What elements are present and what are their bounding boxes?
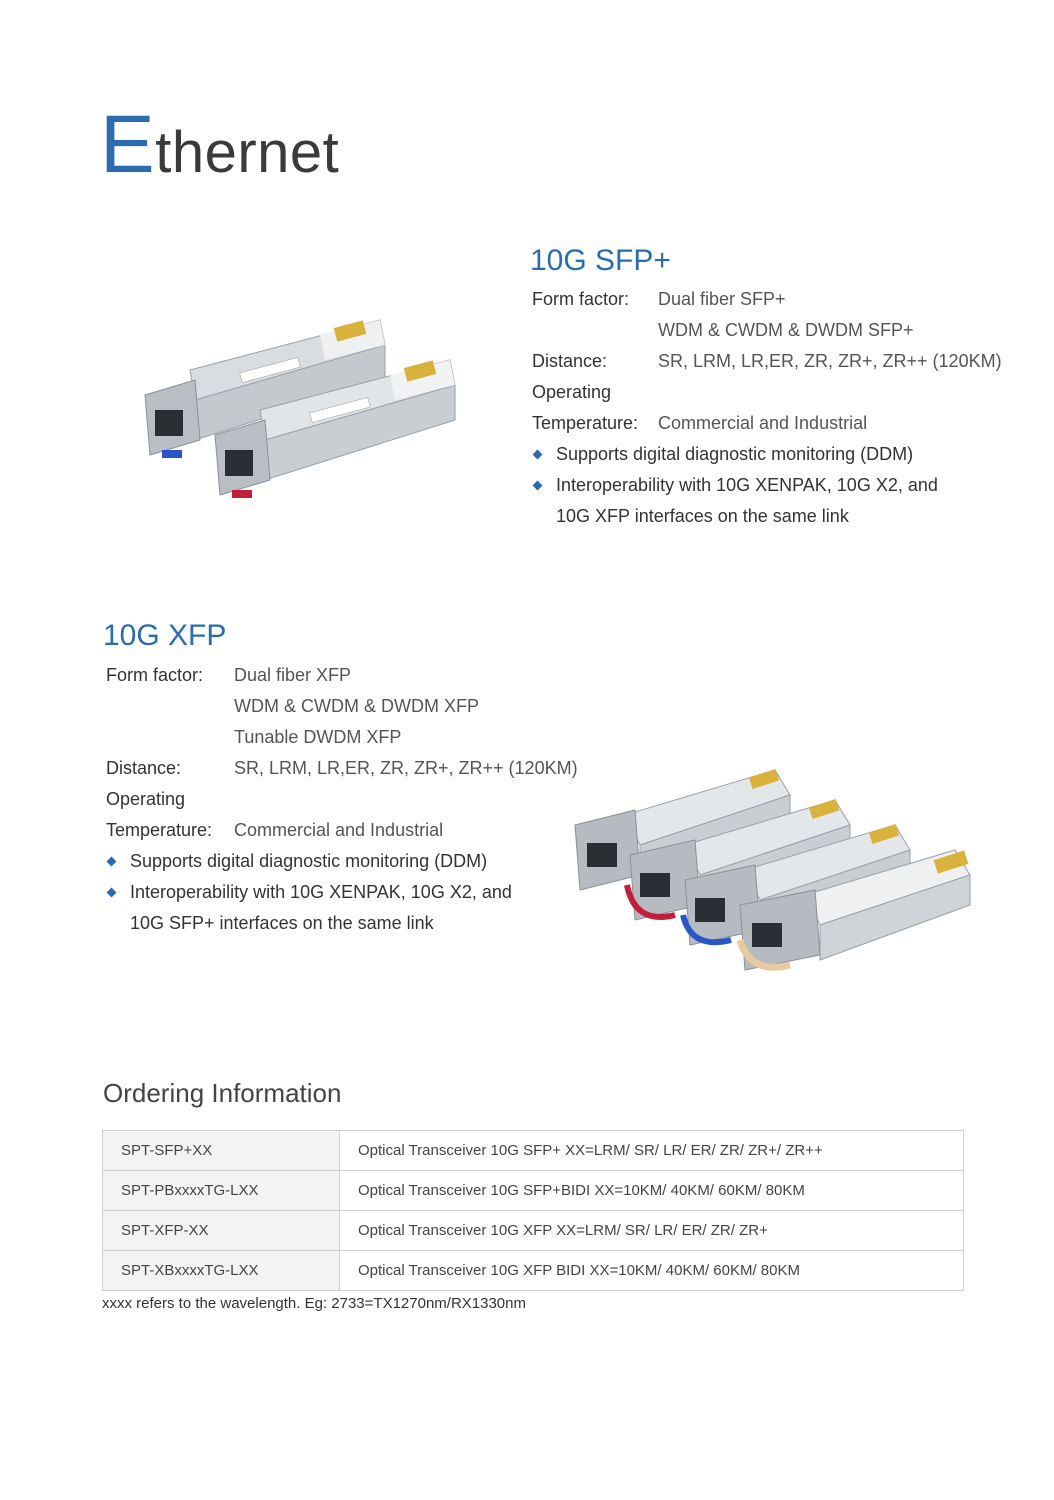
xfp-operating-label: Operating (106, 789, 186, 809)
ordering-note: xxxx refers to the wavelength. Eg: 2733=TX1270nm/RX1330nm (102, 1295, 526, 1312)
xfp-form-factor-value-1: Dual fiber XFP (234, 665, 352, 685)
xfp-bullet-1: Supports digital diagnostic monitoring (DDM) (106, 846, 556, 877)
xfp-bullet-2: Interoperability with 10G XENPAK, 10G X2, and (106, 877, 556, 908)
sfp-form-factor-value-2: WDM & CWDM & DWDM SFP+ (658, 320, 914, 340)
xfp-bullet-2-cont: 10G SFP+ interfaces on the same link (130, 913, 434, 933)
sfp-temperature-value: Commercial and Industrial (658, 413, 868, 433)
diamond-bullet-icon (107, 888, 117, 898)
xfp-transceiver-icon (565, 765, 985, 985)
sfp-form-factor-value-1: Dual fiber SFP+ (658, 289, 786, 309)
ordering-heading: Ordering Information (103, 1078, 342, 1108)
table-row (103, 1131, 964, 1171)
diamond-bullet-icon (107, 857, 117, 867)
xfp-temperature-value: Commercial and Industrial (234, 820, 444, 840)
diamond-bullet-icon (533, 481, 543, 491)
sfp-bullet-2-cont: 10G XFP interfaces on the same link (556, 506, 849, 526)
ordering-table (102, 1130, 964, 1291)
xfp-form-factor-row-2 (106, 691, 556, 722)
part-number: SPT-SFP+XX (103, 1131, 340, 1171)
part-description: Optical Transceiver 10G XFP XX=LRM/ SR/ LR/ ER/ ZR/ ZR+ (340, 1211, 964, 1251)
sfp-heading: 10G SFP+ (530, 244, 671, 277)
xfp-distance-label: Distance: (106, 758, 182, 778)
part-number: SPT-XFP-XX (103, 1211, 340, 1251)
sfp-distance-row (532, 346, 1002, 377)
sfp-distance-label: Distance: (532, 351, 608, 371)
table-row (103, 1251, 964, 1291)
table-row (103, 1211, 964, 1251)
part-number: SPT-PBxxxxTG-LXX (103, 1171, 340, 1211)
sfp-form-factor-label: Form factor: (532, 289, 630, 309)
sfp-distance-value: SR, LRM, LR,ER, ZR, ZR+, ZR++ (120KM) (658, 351, 1002, 371)
part-description: Optical Transceiver 10G SFP+BIDI XX=10KM/ 40KM/ 60KM/ 80KM (340, 1171, 964, 1211)
page-title (100, 99, 340, 190)
sfp-transceiver-icon (130, 300, 470, 530)
xfp-operating-row (106, 784, 556, 815)
part-description: Optical Transceiver 10G XFP BIDI XX=10KM/ 40KM/ 60KM/ 80KM (340, 1251, 964, 1291)
part-number: SPT-XBxxxxTG-LXX (103, 1251, 340, 1291)
diamond-bullet-icon (533, 450, 543, 460)
sfp-operating-label: Operating (532, 382, 612, 402)
sfp-bullet-1: Supports digital diagnostic monitoring (DDM) (532, 439, 992, 470)
xfp-distance-value: SR, LRM, LR,ER, ZR, ZR+, ZR++ (120KM) (234, 758, 578, 778)
xfp-form-factor-row (106, 660, 556, 691)
xfp-temperature-label: Temperature: (106, 820, 213, 840)
sfp-temperature-row (532, 408, 992, 439)
sfp-bullet-2: Interoperability with 10G XENPAK, 10G X2, and (532, 470, 992, 501)
sfp-form-factor-row-2 (532, 315, 992, 346)
sfp-temperature-label: Temperature: (532, 413, 639, 433)
xfp-form-factor-row-3 (106, 722, 556, 753)
sfp-operating-row (532, 377, 992, 408)
sfp-form-factor-row (532, 284, 992, 315)
table-row (103, 1171, 964, 1211)
page-title-initial: E (100, 99, 156, 190)
sfp-specs (532, 284, 1002, 532)
xfp-temperature-row (106, 815, 556, 846)
xfp-distance-row (106, 753, 578, 784)
page-title-rest: thernet (155, 120, 340, 185)
part-description: Optical Transceiver 10G SFP+ XX=LRM/ SR/ LR/ ER/ ZR/ ZR+/ ZR++ (340, 1131, 964, 1171)
xfp-heading: 10G XFP (103, 619, 227, 652)
xfp-specs (106, 660, 578, 939)
xfp-form-factor-value-2: WDM & CWDM & DWDM XFP (234, 696, 479, 716)
xfp-form-factor-label: Form factor: (106, 665, 204, 685)
xfp-form-factor-value-3: Tunable DWDM XFP (234, 727, 402, 747)
